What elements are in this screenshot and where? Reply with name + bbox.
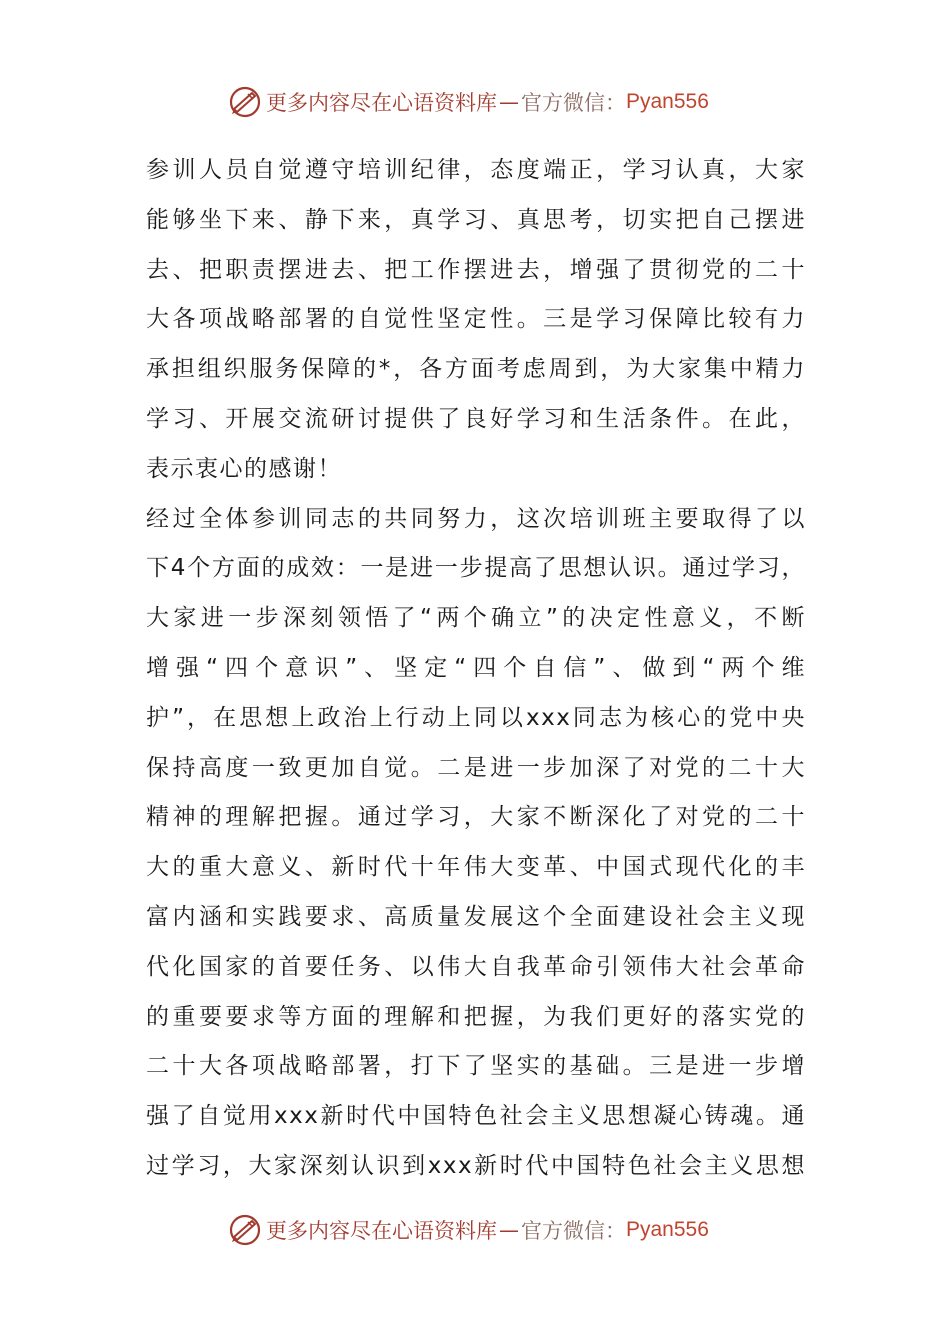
text-line: 大各项战略部署的自觉性坚定性。三是学习保障比较有力 <box>146 306 806 333</box>
banner-wechat-label: 官方微信： <box>521 91 626 115</box>
text-line: 能够坐下来、静下来，真学习、真思考，切实把自己摆进 <box>146 206 806 233</box>
footer-banner <box>228 1210 709 1250</box>
banner-separator: — <box>499 90 519 114</box>
banner-wechat-account: Pyan556 <box>626 1218 709 1241</box>
text-line: 富内涵和实践要求、高质量发展这个全面建设社会主义现 <box>146 903 806 930</box>
text-line: 大的重大意义、新时代十年伟大变革、中国式现代化的丰 <box>146 854 806 881</box>
text-line: 增强“四个意识”、坚定“四个自信”、做到“两个维 <box>146 654 806 681</box>
text-line: 的重要要求等方面的理解和把握，为我们更好的落实党的 <box>146 1003 806 1030</box>
banner-main-text: 更多内容尽在心语资料库 <box>266 1219 497 1243</box>
text-line: 代化国家的首要任务、以伟大自我革命引领伟大社会革命 <box>146 953 806 980</box>
text-line: 保持高度一致更加自觉。二是进一步加深了对党的二十大 <box>146 754 806 781</box>
text-line: 学习、开展交流研讨提供了良好学习和生活条件。在此， <box>146 405 806 432</box>
text-line: 去、把职责摆进去、把工作摆进去，增强了贯彻党的二十 <box>146 256 806 283</box>
text-line: 强了自觉用xxx新时代中国特色社会主义思想凝心铸魂。通 <box>146 1103 806 1130</box>
text-line: 精神的理解把握。通过学习，大家不断深化了对党的二十 <box>146 804 806 831</box>
text-line: 下4个方面的成效：一是进一步提高了思想认识。通过学习， <box>146 555 806 582</box>
banner-separator: — <box>499 1218 519 1242</box>
text-line: 经过全体参训同志的共同努力，这次培训班主要取得了以 <box>146 505 806 532</box>
text-line: 大家进一步深刻领悟了“两个确立”的决定性意义，不断 <box>146 605 806 632</box>
text-line: 过学习，大家深刻认识到xxx新时代中国特色社会主义思想 <box>146 1152 806 1179</box>
text-line: 参训人员自觉遵守培训纪律，态度端正，学习认真，大家 <box>146 157 806 183</box>
text-line: 承担组织服务保障的*，各方面考虑周到，为大家集中精力 <box>146 356 806 383</box>
pen-logo-icon <box>228 1213 262 1247</box>
pen-logo-icon <box>228 85 262 119</box>
banner-wechat-label: 官方微信： <box>521 1219 626 1243</box>
text-line: 二十大各项战略部署，打下了坚实的基础。三是进一步增 <box>146 1053 806 1080</box>
banner-main-text: 更多内容尽在心语资料库 <box>266 91 497 115</box>
text-line: 护”，在思想上政治上行动上同以xxx同志为核心的党中央 <box>146 704 806 731</box>
text-line: 表示衷心的感谢！ <box>146 455 342 482</box>
document-body <box>146 146 806 1192</box>
banner-wechat-account: Pyan556 <box>626 90 709 113</box>
header-banner <box>228 82 709 122</box>
